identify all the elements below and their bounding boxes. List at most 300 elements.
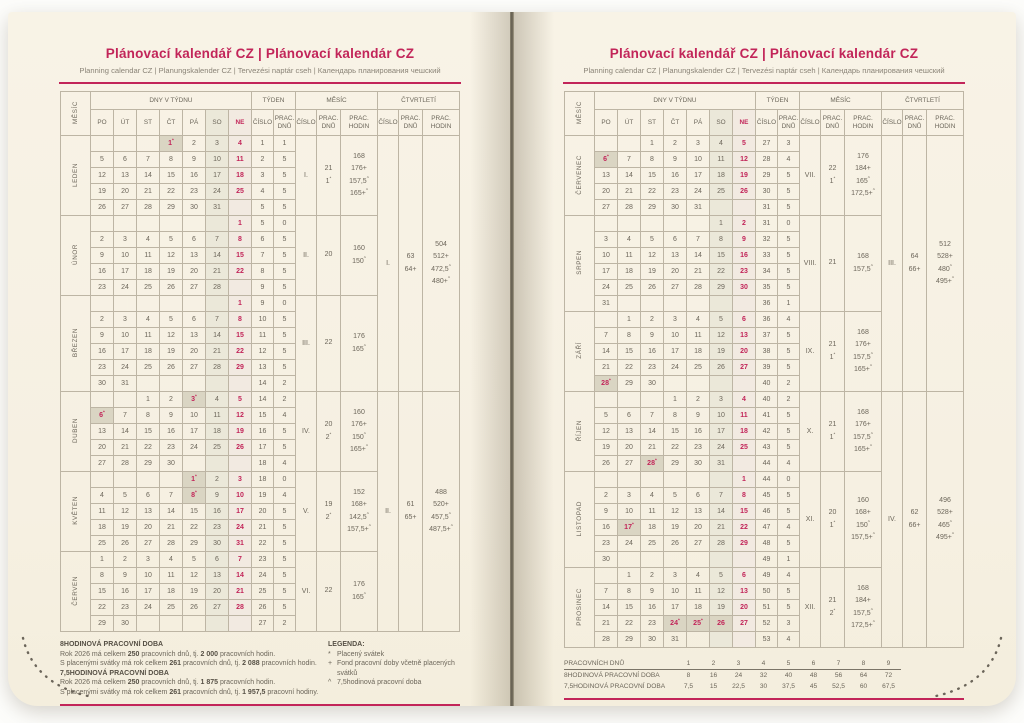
day-cell: 18	[136, 344, 159, 360]
marker-sup: ^	[363, 591, 366, 597]
day-cell: 30	[686, 456, 709, 472]
value-line: 66+	[908, 521, 921, 529]
day-cell	[113, 136, 136, 152]
week-number-cell: 22	[251, 536, 273, 552]
footer-value-cell: 32	[759, 672, 768, 679]
day-cell: 22	[617, 616, 640, 632]
worktime-segment: 261	[169, 688, 181, 696]
day-cell	[686, 376, 709, 392]
day-cell: 6	[732, 568, 755, 584]
stat-header: ČÍSLO	[882, 110, 903, 136]
left-page-content	[8, 12, 512, 706]
month-workhours-cell	[341, 552, 378, 632]
worktime-segment: 261	[169, 660, 181, 668]
month-number-cell: III.	[296, 296, 317, 392]
month-label-text: LEDEN	[71, 162, 79, 187]
week-workdays-cell: 2	[777, 376, 799, 392]
value-line: 165+^	[350, 187, 368, 197]
month-label-text: LISTOPAD	[575, 500, 583, 537]
day-cell: 9	[113, 568, 136, 584]
footer-value-cell: 2	[701, 658, 726, 670]
month-label	[564, 568, 594, 648]
value-line: 64	[910, 253, 919, 260]
day-cell: 16	[640, 600, 663, 616]
day-cell: 5	[90, 152, 113, 168]
day-cell: 2	[663, 136, 686, 152]
week-number-cell: 6	[251, 232, 273, 248]
stat-header: ČÍSLO	[378, 110, 399, 136]
month-number-cell: VI.	[296, 552, 317, 632]
stat-header: PRAC. DNŮ	[317, 110, 341, 136]
day-cell	[686, 472, 709, 488]
day-cell: 30	[182, 200, 205, 216]
day-cell	[732, 376, 755, 392]
day-cell: 19	[228, 424, 251, 440]
quarter-workhours-cell	[423, 392, 460, 632]
month-label	[564, 392, 594, 472]
value-line: 20	[324, 421, 333, 428]
week-number-cell: 4	[251, 184, 273, 200]
quarter-number-cell: IV.	[882, 392, 903, 648]
marker-sup: ^	[363, 255, 366, 261]
day-cell: 20	[617, 440, 640, 456]
week-workdays-cell: 4	[273, 488, 295, 504]
day-cell	[90, 296, 113, 312]
corner-stitch-icon	[932, 636, 1004, 702]
day-cell: 28	[205, 280, 228, 296]
day-header: ČT	[663, 110, 686, 136]
footer-value-cell: 15	[709, 683, 718, 690]
value-line: 165^	[352, 591, 366, 601]
day-cell: 24	[663, 360, 686, 376]
day-cell: 19	[594, 440, 617, 456]
day-cell: 26	[709, 616, 732, 632]
day-cell: 4	[136, 232, 159, 248]
day-cell: 21	[136, 184, 159, 200]
week-workdays-cell: 5	[777, 344, 799, 360]
calendar-body	[60, 136, 459, 632]
value-line: 22	[324, 339, 333, 347]
day-cell: 28*	[640, 456, 663, 472]
day-cell: 1*	[182, 472, 205, 488]
day-cell: 25	[159, 600, 182, 616]
day-cell: 19	[159, 344, 182, 360]
day-cell: 15	[640, 168, 663, 184]
day-cell: 21	[113, 440, 136, 456]
day-cell: 13	[686, 504, 709, 520]
value-line: 172,5+^	[851, 619, 875, 629]
day-cell: 29	[640, 200, 663, 216]
week-number-cell: 50	[755, 584, 777, 600]
value-line: 160	[353, 245, 365, 252]
week-workdays-cell: 5	[273, 184, 295, 200]
day-cell: 10	[709, 408, 732, 424]
value-line: 19	[324, 501, 333, 508]
month-workdays-cell	[317, 392, 341, 472]
day-cell: 25	[136, 280, 159, 296]
footer-value-cell: 1	[676, 658, 701, 670]
day-cell: 16	[594, 520, 617, 536]
month-group-header: MĚSÍC	[296, 92, 378, 110]
day-header: SO	[709, 110, 732, 136]
day-cell	[617, 552, 640, 568]
footer-value-cell: 7	[826, 658, 851, 670]
footer-table-row	[564, 681, 901, 692]
day-cell: 16	[663, 168, 686, 184]
day-cell: 4	[686, 568, 709, 584]
worktime-segment: 1 957,5	[242, 688, 266, 696]
day-cell	[182, 376, 205, 392]
day-cell: 22	[182, 520, 205, 536]
day-cell: 10	[594, 248, 617, 264]
value-line: 472,5^	[431, 263, 451, 273]
day-cell	[709, 552, 732, 568]
marker-sup: ^	[869, 363, 872, 369]
day-cell: 17	[136, 584, 159, 600]
quarter-workhours-cell	[927, 136, 964, 392]
marker-sup: ^	[867, 519, 870, 525]
value-line: 21	[828, 259, 837, 267]
day-cell	[159, 616, 182, 632]
week-workdays-cell: 3	[777, 616, 799, 632]
day-cell: 20	[732, 344, 755, 360]
calendar-head	[564, 92, 963, 136]
stat-header: ČÍSLO	[800, 110, 821, 136]
day-cell: 15	[617, 344, 640, 360]
day-cell: 29	[663, 456, 686, 472]
value-line: 157,5^	[853, 351, 873, 361]
day-cell: 30	[205, 536, 228, 552]
day-cell: 23	[90, 360, 113, 376]
day-cell	[90, 216, 113, 232]
week-number-cell: 19	[251, 488, 273, 504]
marker-sup: *	[608, 377, 611, 383]
day-cell: 6	[182, 232, 205, 248]
day-cell: 21	[228, 584, 251, 600]
footer-table-row	[564, 658, 901, 670]
value-line: 1*	[829, 175, 836, 185]
value-line: 160	[857, 496, 869, 504]
week-workdays-cell: 0	[273, 296, 295, 312]
day-cell: 21	[709, 520, 732, 536]
day-cell: 21	[686, 264, 709, 280]
week-workdays-cell: 4	[777, 568, 799, 584]
value-line: 488	[435, 488, 447, 496]
day-cell: 2	[640, 312, 663, 328]
day-cell: 15	[159, 168, 182, 184]
header-group-row	[60, 92, 459, 110]
marker-sup: ^	[365, 187, 368, 193]
month-label-text: KVĚTEN	[71, 496, 79, 525]
day-cell: 21	[640, 440, 663, 456]
day-cell	[136, 296, 159, 312]
day-cell: 17	[182, 424, 205, 440]
day-cell: 27	[594, 200, 617, 216]
week-number-cell: 52	[755, 616, 777, 632]
value-line: 1*	[325, 175, 332, 185]
value-line: 2*	[325, 431, 332, 441]
week-workdays-cell: 5	[273, 536, 295, 552]
day-cell: 8*	[182, 488, 205, 504]
footer-value-cell: 22,5	[732, 683, 745, 690]
footer-value-cell: 56	[834, 672, 843, 679]
day-cell: 27	[663, 280, 686, 296]
day-cell: 4	[90, 488, 113, 504]
month-workdays-cell	[821, 568, 845, 648]
worktime-segment: S placenými svátky má rok celkem	[60, 688, 170, 696]
day-cell: 6	[205, 552, 228, 568]
day-cell: 13	[205, 568, 228, 584]
value-line: 168	[857, 408, 869, 416]
week-workdays-cell: 5	[777, 424, 799, 440]
week-workdays-cell: 5	[273, 600, 295, 616]
month-workhours-cell	[341, 136, 378, 216]
day-cell: 17*	[617, 520, 640, 536]
day-cell: 27	[136, 536, 159, 552]
worktime-segment: pracovních dnů, tj.	[181, 660, 243, 668]
day-cell: 23	[113, 600, 136, 616]
day-cell: 6	[663, 232, 686, 248]
marker-sup: ^	[366, 175, 369, 181]
value-line: 168	[353, 152, 365, 160]
value-line: 172,5+^	[851, 187, 875, 197]
marker-sup: *	[833, 519, 836, 525]
day-cell: 14	[594, 600, 617, 616]
footer-value-cell: 9	[876, 658, 901, 670]
month-label-text: ZÁŘÍ	[575, 342, 583, 359]
month-label	[564, 472, 594, 568]
day-cell: 17	[113, 344, 136, 360]
day-cell: 4	[136, 312, 159, 328]
day-cell	[686, 296, 709, 312]
page-subtitle: Planning calendar CZ | Planungskalender CZ | Tervezési naptár cseh | Календарь планирования чешский	[583, 66, 945, 75]
week-number-cell: 27	[755, 136, 777, 152]
marker-sup: *	[329, 175, 332, 181]
week-workdays-cell: 1	[273, 136, 295, 152]
week-number-cell: 44	[755, 456, 777, 472]
day-cell: 11	[205, 408, 228, 424]
day-cell: 21	[617, 184, 640, 200]
value-line: 20	[828, 509, 837, 516]
day-cell: 16	[732, 248, 755, 264]
day-cell	[640, 296, 663, 312]
day-cell: 25	[617, 280, 640, 296]
day-cell: 9	[159, 408, 182, 424]
month-label-text: PROSINEC	[575, 587, 583, 626]
day-cell: 20	[136, 520, 159, 536]
week-number-cell: 16	[251, 424, 273, 440]
marker-sup: ^	[951, 531, 954, 537]
week-workdays-cell: 4	[777, 152, 799, 168]
week-number-cell: 18	[251, 472, 273, 488]
day-cell: 14	[205, 248, 228, 264]
week-number-cell: 45	[755, 488, 777, 504]
left-page	[8, 12, 512, 706]
marker-sup: ^	[870, 351, 873, 357]
value-line: 495+^	[936, 531, 954, 541]
week-number-cell: 14	[251, 376, 273, 392]
week-group-header: TÝDEN	[755, 92, 799, 110]
week-workdays-cell: 5	[273, 280, 295, 296]
footer-value-cell: 16	[709, 672, 718, 679]
worktime-line	[60, 650, 328, 660]
marker-sup: ^	[870, 263, 873, 269]
day-cell: 8	[136, 408, 159, 424]
day-cell	[136, 216, 159, 232]
day-cell	[136, 472, 159, 488]
marker-sup: *	[654, 457, 657, 463]
marker-sup: ^	[867, 175, 870, 181]
week-number-cell: 24	[251, 568, 273, 584]
month-workhours-cell	[341, 216, 378, 296]
day-cell	[228, 280, 251, 296]
week-workdays-cell: 5	[273, 248, 295, 264]
day-cell: 2	[205, 472, 228, 488]
value-line: 1*	[829, 519, 836, 529]
footer-value-cell: 30	[759, 683, 768, 690]
value-line: 165+^	[854, 443, 872, 453]
day-cell: 31	[228, 536, 251, 552]
legend-item	[328, 659, 460, 678]
left-footer	[60, 640, 460, 698]
worktime-segment: pracovních dnů, tj.	[181, 688, 243, 696]
day-cell	[663, 376, 686, 392]
marker-sup: *	[833, 351, 836, 357]
week-number-cell: 49	[755, 552, 777, 568]
day-cell: 12	[228, 408, 251, 424]
day-cell	[732, 296, 755, 312]
week-workdays-cell: 4	[777, 456, 799, 472]
marker-sup: ^	[448, 263, 451, 269]
day-cell	[159, 376, 182, 392]
day-cell	[617, 296, 640, 312]
day-cell: 12	[594, 424, 617, 440]
value-line: 157,5+^	[851, 531, 875, 541]
week-number-cell: 9	[251, 296, 273, 312]
day-cell: 23	[663, 184, 686, 200]
day-cell	[90, 472, 113, 488]
day-cell: 20	[686, 520, 709, 536]
week-workdays-cell: 5	[777, 408, 799, 424]
day-cell	[617, 472, 640, 488]
marker-sup: ^	[368, 523, 371, 529]
week-workdays-cell: 5	[273, 168, 295, 184]
day-cell: 10	[663, 328, 686, 344]
value-line: 176+	[855, 421, 871, 428]
day-cell: 21	[594, 360, 617, 376]
month-number-cell: V.	[296, 472, 317, 552]
value-line: 2*	[325, 511, 332, 521]
day-cell: 11	[159, 568, 182, 584]
week-number-cell: 28	[755, 152, 777, 168]
day-cell	[594, 392, 617, 408]
marker-sup: *	[833, 431, 836, 437]
day-cell: 19	[159, 264, 182, 280]
day-cell: 22	[617, 360, 640, 376]
day-cell: 21	[159, 520, 182, 536]
day-header: PÁ	[182, 110, 205, 136]
day-cell	[663, 552, 686, 568]
day-cell: 15	[228, 248, 251, 264]
day-cell	[686, 632, 709, 648]
week-workdays-cell: 5	[273, 584, 295, 600]
value-line: 165+^	[854, 363, 872, 373]
week-number-cell: 26	[251, 600, 273, 616]
week-number-cell: 10	[251, 312, 273, 328]
week-number-cell: 35	[755, 280, 777, 296]
day-cell: 5	[663, 488, 686, 504]
marker-sup: ^	[447, 275, 450, 281]
day-cell: 7	[640, 408, 663, 424]
value-line: 157,5^	[853, 431, 873, 441]
footer-rule	[60, 704, 460, 706]
day-cell: 3	[228, 472, 251, 488]
day-cell: 9	[90, 248, 113, 264]
value-line: 165^	[856, 175, 870, 185]
stat-header: PRAC. DNŮ	[273, 110, 295, 136]
stat-header: ČÍSLO	[251, 110, 273, 136]
day-cell: 29	[136, 456, 159, 472]
day-cell: 15	[90, 584, 113, 600]
day-cell: 30	[732, 280, 755, 296]
value-line: 184+	[855, 165, 871, 172]
day-cell: 25	[732, 440, 755, 456]
value-line: 152	[353, 488, 365, 496]
day-cell: 25*	[686, 616, 709, 632]
day-cell	[732, 632, 755, 648]
day-cell: 6	[182, 312, 205, 328]
day-cell: 21	[205, 344, 228, 360]
month-label	[60, 136, 90, 216]
day-cell: 1	[663, 392, 686, 408]
month-number-cell: VIII.	[800, 216, 821, 312]
day-cell: 23	[594, 536, 617, 552]
footer-value-cell: 3	[726, 658, 751, 670]
value-line: 168+	[855, 509, 871, 516]
week-workdays-cell: 5	[777, 168, 799, 184]
week-workdays-cell: 5	[273, 552, 295, 568]
week-number-cell: 41	[755, 408, 777, 424]
day-cell	[205, 296, 228, 312]
week-number-cell: 14	[251, 392, 273, 408]
day-cell	[732, 552, 755, 568]
value-line: 150^	[352, 255, 366, 265]
day-cell: 6	[732, 312, 755, 328]
month-workdays-cell	[821, 136, 845, 216]
value-line: 168	[857, 328, 869, 336]
day-cell: 3*	[182, 392, 205, 408]
day-cell: 11	[686, 584, 709, 600]
value-line: 61	[406, 501, 415, 508]
value-line: 176+	[855, 341, 871, 348]
month-workdays-cell	[821, 472, 845, 568]
day-cell: 6	[136, 488, 159, 504]
day-cell: 4	[732, 392, 755, 408]
day-cell: 3	[136, 552, 159, 568]
day-cell: 13	[90, 424, 113, 440]
header-days-row	[564, 110, 963, 136]
day-cell: 27	[686, 536, 709, 552]
day-cell: 22	[732, 520, 755, 536]
week-workdays-cell: 5	[273, 440, 295, 456]
marker-sup: ^	[366, 511, 369, 517]
day-cell	[228, 376, 251, 392]
day-cell: 6	[113, 152, 136, 168]
day-cell: 13	[617, 424, 640, 440]
day-cell: 20	[732, 600, 755, 616]
footer-value-cell: 8	[686, 672, 691, 679]
value-line: 65+	[404, 513, 417, 521]
